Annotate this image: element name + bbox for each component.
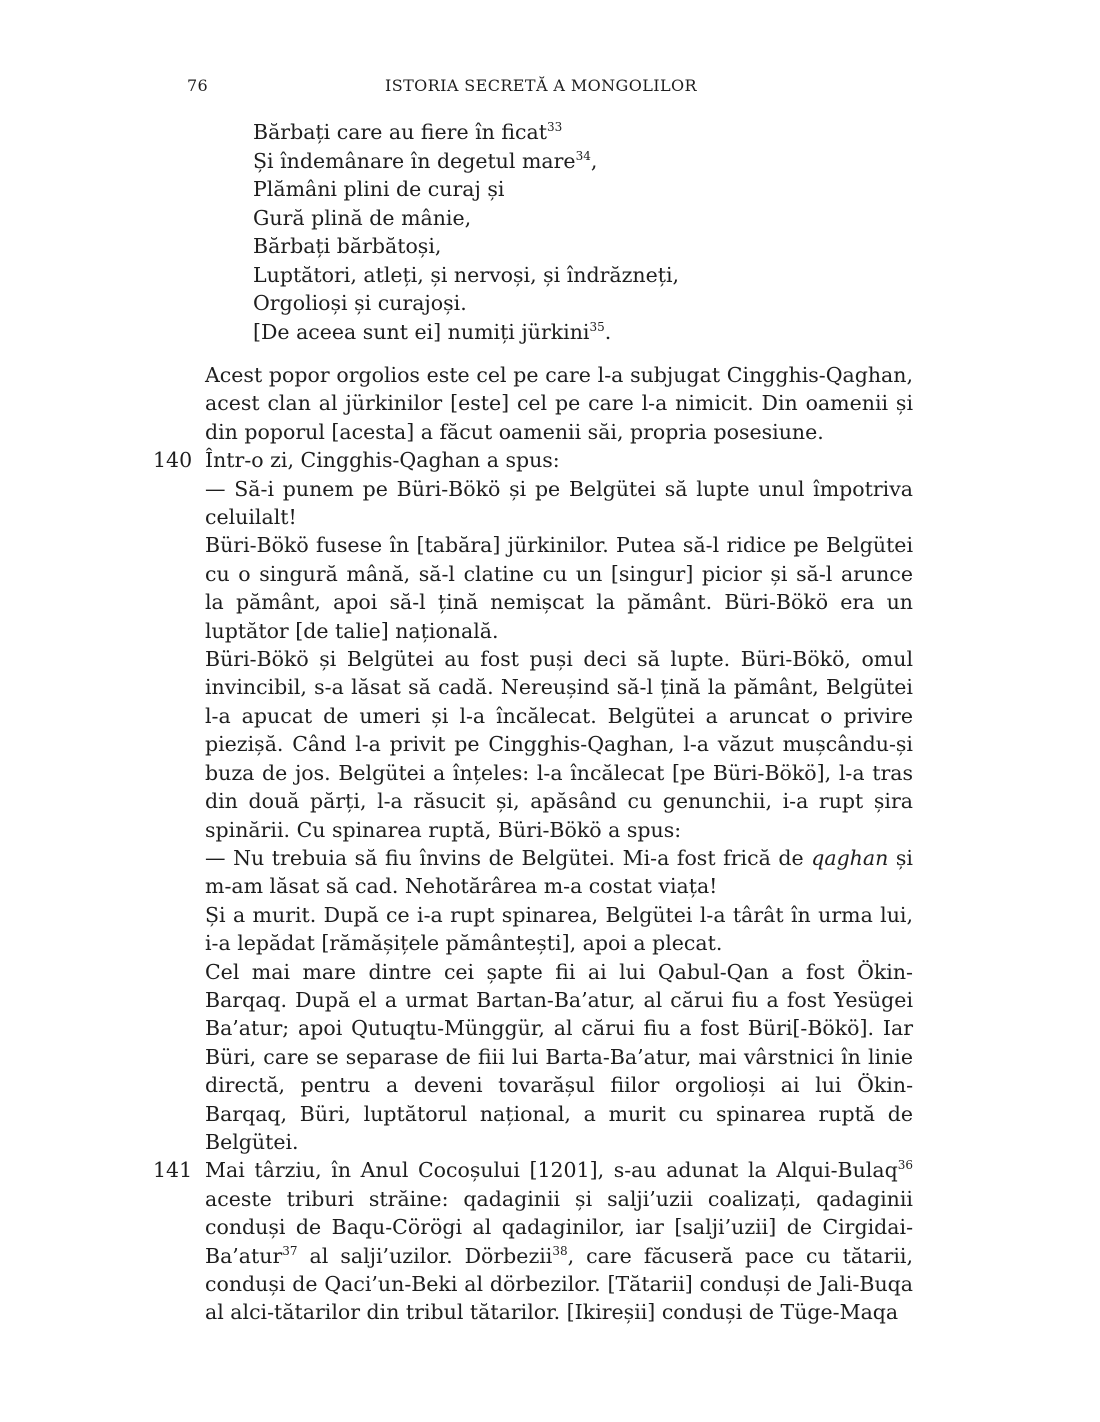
verse-line: Gură plină de mânie, <box>253 205 472 230</box>
section-number: 140 <box>153 448 193 473</box>
footnote-ref[interactable]: 36 <box>897 1158 913 1173</box>
italic-term: qaghan <box>811 845 889 870</box>
paragraph: Acest popor orgolios este cel pe care l-a subjugat Cingghis-Qaghan, acest clan al jürkinilor [este] cel pe care l-a nimicit. Din oamenii și din poporul [acesta] a făcut oamenii săi, propria posesiune. <box>205 363 913 444</box>
running-title: ISTORIA SECRETĂ A MONGOLILOR <box>385 76 697 95</box>
verse-line: [De aceea sunt ei] numiți jürkini$^{35}$. <box>253 319 612 344</box>
section-number: 141 <box>153 1158 193 1183</box>
footnote-ref[interactable]: 38 <box>552 1243 568 1258</box>
paragraph: — Nu trebuia să fiu învins de Belgütei. Mi-a fost frică de qaghan și m-am lăsat să cad. Nehotărârea m-a costat viața! <box>205 845 913 899</box>
verse-block <box>253 118 679 346</box>
page-number: 76 <box>187 76 208 95</box>
footnote-ref[interactable]: 37 <box>282 1243 298 1258</box>
verse-line: Luptători, atleți, și nervoși, și îndrăzneți, <box>253 262 680 287</box>
verse-line: Orgolioși și curajoși. <box>253 291 467 315</box>
paragraph: Și a murit. După ce i-a rupt spinarea, Belgütei l-a târât în urma lui, i-a lepădat [rămășițele pământești], apoi a plecat. <box>205 902 913 956</box>
paragraph-section-140: 140 Într-o zi, Cingghis-Qaghan a spus: <box>205 446 913 474</box>
footnote-ref[interactable]: 33 <box>546 120 563 134</box>
body-text <box>153 361 914 1327</box>
paragraph: Büri-Bökö fusese în [tabăra] jürkinilor. Putea să-l ridice pe Belgütei cu o singură mână, să-l clatine cu un [singur] picior și să-l arunce la pământ, apoi să-l țină nemișcat la pământ. Büri-Bökö era un luptător [de talie] națională. <box>205 533 913 643</box>
verse-line: Bărbați bărbătoși, <box>253 234 442 258</box>
paragraph: Büri-Bökö și Belgütei au fost puși deci să lupte. Büri-Bökö, omul invincibil, s-a lăsat să cadă. Nereușind să-l țină la pământ, Belgütei l-a apucat de umeri și l-a încălecat. Belgütei a aruncat o privire piezișă. Când l-a privit pe Cingghis-Qaghan, l-a văzut mușcându-și buza de jos. Belgütei a înțeles: l-a încălecat [pe Büri-Bökö], l-a tras din două părți, l-a răsucit și, apăsând cu genunchii, i-a rupt șira spinării. Cu spinarea ruptă, Büri-Bökö a spus: <box>205 647 913 842</box>
paragraph-section-141: 141 Mai târziu, în Anul Cocoșului [1201], s-au adunat la Alqui-Bulaq$^{36}$ aceste triburi străine: qadaginii și salji’uzii coalizați, qadaginii conduși de Baqu-Cörögi al qadaginilor, iar [salji’uzii] de Cirgidai-Ba’atur$^{37}$ al salji’uzilor. Dörbezii$^{38}$, care făcuseră pace cu tătarii, conduși de Qaci’un-Beki al dörbezilor. [Tătarii] conduși de Jali-Buqa al alci-tătarilor din tribul tătarilor. [Ikireșii] conduși de Tüge-Maqa <box>153 1158 914 1325</box>
paragraph: Cel mai mare dintre cei șapte fii ai lui Qabul-Qan a fost Ökin-Barqaq. După el a urmat Bartan-Ba’atur, al cărui fiu a fost Yesügei Ba’atur; apoi Qutuqtu-Münggür, al cărui fiu a fost Büri[-Bökö]. Iar Büri, care se separase de fiii lui Barta-Ba’atur, mai vârstnici în linie directă, pentru a deveni tovarășul fiilor orgolioși ai lui Ökin-Barqaq, Büri, luptătorul național, a murit cu spinarea ruptă de Belgütei. <box>205 959 913 1154</box>
verse-line: Plămâni plini de curaj și <box>253 177 505 201</box>
footnote-ref[interactable]: 35 <box>589 319 605 334</box>
paragraph: — Să-i punem pe Büri-Bökö și pe Belgütei să lupte unul împotriva celuilalt! <box>205 476 913 530</box>
footnote-ref[interactable]: 34 <box>575 148 591 163</box>
verse-line: Bărbați care au fiere în ficat$^{33}$ <box>253 120 563 144</box>
page-header <box>0 76 1100 100</box>
verse-line: Și îndemânare în degetul mare$^{34}$, <box>253 148 598 173</box>
